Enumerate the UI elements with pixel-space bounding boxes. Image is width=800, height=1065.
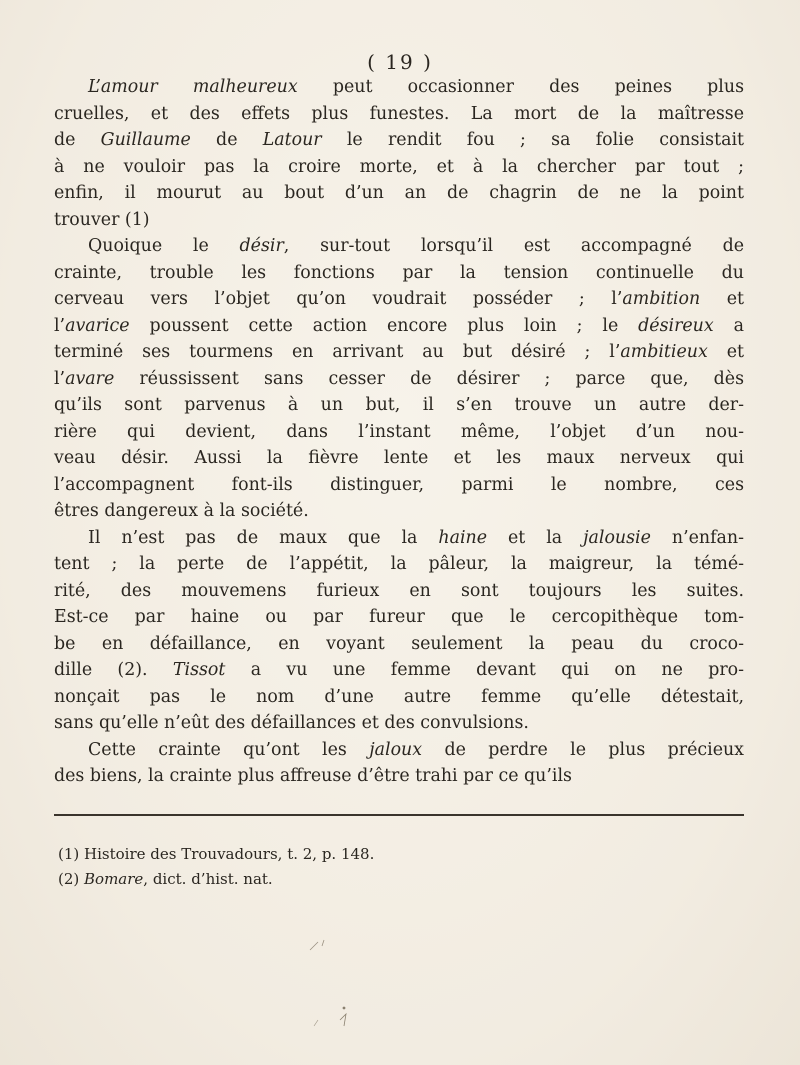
text-run: réussissent sans cesser de désirer ; parce que, dès xyxy=(114,368,744,389)
italic-text: Bomare xyxy=(84,870,144,888)
italic-text: ambition xyxy=(622,289,701,309)
text-run: enfin, il mourut au bout d’un an de chagrin de ne la point xyxy=(54,183,744,203)
main-text xyxy=(54,74,744,790)
text-run: de xyxy=(54,130,101,150)
text-line xyxy=(54,74,744,101)
text-run: de xyxy=(190,130,263,150)
text-line xyxy=(54,286,744,313)
text-run: sans qu’elle n’eût des défaillances et des convulsions. xyxy=(54,713,529,733)
text-run: des biens, la crainte plus affreuse d’être trahi par ce qu’ils xyxy=(54,766,572,786)
text-line xyxy=(54,207,744,234)
italic-text: haine xyxy=(438,527,488,548)
text-line xyxy=(54,525,744,552)
text-run: a vu une femme devant qui on ne pro- xyxy=(225,660,745,680)
text-run: le rendit fou ; sa folie consistait xyxy=(321,130,744,150)
text-line xyxy=(54,684,744,711)
text-run: (1) Histoire des Trouvadours, t. 2, p. 148. xyxy=(58,845,375,863)
text-run: be en défaillance, en voyant seulement la peau du croco- xyxy=(54,633,744,654)
text-run: , dict. d’hist. nat. xyxy=(143,870,273,888)
italic-text: Latour xyxy=(262,130,322,150)
text-line xyxy=(54,472,744,499)
text-line xyxy=(54,392,744,419)
text-line xyxy=(54,339,744,366)
text-run: l’ xyxy=(54,315,66,336)
text-run: à ne vouloir pas la croire morte, et à la chercher par tout ; xyxy=(54,156,744,177)
text-line xyxy=(54,657,744,684)
text-line xyxy=(54,154,744,181)
text-line xyxy=(54,127,744,154)
text-run: veau désir. Aussi la fièvre lente et les maux nerveux qui xyxy=(54,448,744,468)
italic-text: ambitieux xyxy=(620,342,708,362)
paragraph xyxy=(54,233,744,525)
italic-text: L’amour malheureux xyxy=(88,77,298,97)
text-line xyxy=(54,578,744,605)
text-run: et xyxy=(707,342,744,362)
text-run: peut occasionner des peines plus xyxy=(297,77,744,97)
italic-text: avare xyxy=(65,368,115,389)
text-run: qu’ils sont parvenus à un but, il s’en trouve un autre der- xyxy=(54,395,744,415)
text-line xyxy=(54,445,744,472)
footnotes xyxy=(58,842,738,892)
text-line xyxy=(54,710,744,737)
text-line xyxy=(54,551,744,578)
footnote-rule xyxy=(54,814,744,816)
text-run: êtres dangereux à la société. xyxy=(54,501,309,521)
text-line xyxy=(54,604,744,631)
text-run: , sur-tout lorsqu’il est accompagné de xyxy=(283,236,744,256)
paper-specks xyxy=(300,930,380,1040)
text-run: l’accompagnent font-ils distinguer, parmi le nombre, ces xyxy=(54,474,744,495)
text-line xyxy=(54,763,744,790)
text-run: et xyxy=(700,289,744,309)
italic-text: Guillaume xyxy=(100,130,191,150)
text-line xyxy=(54,419,744,446)
text-run: n’enfan- xyxy=(650,527,744,548)
text-line xyxy=(54,180,744,207)
text-run: dille (2). xyxy=(54,660,173,680)
text-run: crainte, trouble les fonctions par la tension continuelle du xyxy=(54,262,744,283)
text-line xyxy=(54,101,744,128)
paragraph xyxy=(54,74,744,233)
text-run: Cette crainte qu’ont les xyxy=(88,739,370,760)
text-run: nonçait pas le nom d’une autre femme qu’elle détestait, xyxy=(54,686,744,707)
text-run: terminé ses tourmens en arrivant au but désiré ; l’ xyxy=(54,342,621,362)
italic-text: Tissot xyxy=(172,660,226,680)
page-number: ( 19 ) xyxy=(367,50,433,74)
footnote xyxy=(58,842,738,867)
text-run: a xyxy=(713,315,744,336)
text-line xyxy=(54,313,744,340)
text-line xyxy=(54,366,744,393)
italic-text: désireux xyxy=(638,315,714,336)
text-run: cruelles, et des effets plus funestes. La mort de la maîtresse xyxy=(54,103,744,124)
italic-text: jaloux xyxy=(369,739,423,760)
text-run: rité, des mouvemens furieux en sont toujours les suites. xyxy=(54,580,744,601)
paragraph xyxy=(54,525,744,737)
text-run: trouver (1) xyxy=(54,209,150,230)
text-run: poussent cette action encore plus loin ; le xyxy=(129,315,639,336)
text-line xyxy=(54,737,744,764)
text-run: de perdre le plus précieux xyxy=(422,739,744,760)
text-run: Est-ce par haine ou par fureur que le cercopithèque tom- xyxy=(54,607,744,627)
text-line xyxy=(54,233,744,260)
italic-text: désir xyxy=(239,236,284,256)
text-run: Il n’est pas de maux que la xyxy=(88,527,439,548)
text-line xyxy=(54,260,744,287)
text-line xyxy=(54,631,744,658)
italic-text: jalousie xyxy=(583,527,651,548)
text-run: Quoique le xyxy=(88,236,240,256)
text-run: cerveau vers l’objet qu’on voudrait posséder ; l’ xyxy=(54,289,623,309)
text-run: et la xyxy=(487,527,584,548)
text-run: tent ; la perte de l’appétit, la pâleur, la maigreur, la témé- xyxy=(54,554,744,574)
text-run: (2) xyxy=(58,870,85,888)
text-run: rière qui devient, dans l’instant même, l’objet d’un nou- xyxy=(54,421,744,442)
text-line xyxy=(54,498,744,525)
footnote xyxy=(58,867,738,892)
text-run: l’ xyxy=(54,368,66,389)
italic-text: avarice xyxy=(65,315,130,336)
paragraph xyxy=(54,737,744,790)
